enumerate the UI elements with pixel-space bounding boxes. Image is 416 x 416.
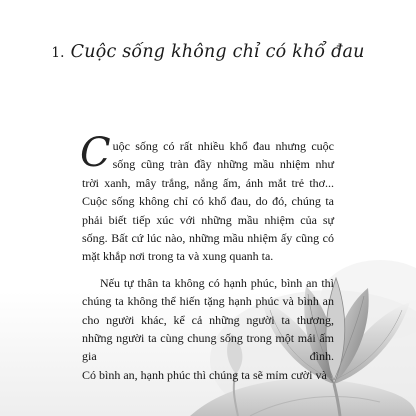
chapter-heading <box>0 42 416 62</box>
paragraph-2-partial-line: Có bình an, hạnh phúc thì chúng ta sẽ mỉm cười và <box>82 367 327 382</box>
body-text <box>80 130 334 392</box>
paragraph-2 <box>82 274 334 384</box>
paragraph-1 <box>80 130 334 266</box>
paragraph-2-text: Nếu tự thân ta không có hạnh phúc, bình an thì chúng ta không thể hiến tặng hạnh phúc và bình an cho người khác, kể cả những người ta thương, những người ta cùng chung sống trong một mái ấm gia đình. <box>82 275 334 364</box>
drop-cap-letter: C <box>80 130 111 176</box>
chapter-number: 1. <box>51 45 65 61</box>
paragraph-1-text: uộc sống có rất nhiều khổ đau nhưng cuộc sống cũng tràn đầy những mầu nhiệm như trời xanh, mây trắng, nắng ấm, ánh mắt trẻ thơ... Cuộc sống không chỉ có khổ đau, do đó, chúng ta phải biết tiếp xúc với những mầu nhiệm của sự sống. Bất cứ lúc nào, những mầu nhiệm ấy cũng có mặt khắp nơi trong ta và xung quanh ta. <box>82 139 334 264</box>
chapter-title: Cuộc sống không chỉ có khổ đau <box>70 42 365 62</box>
